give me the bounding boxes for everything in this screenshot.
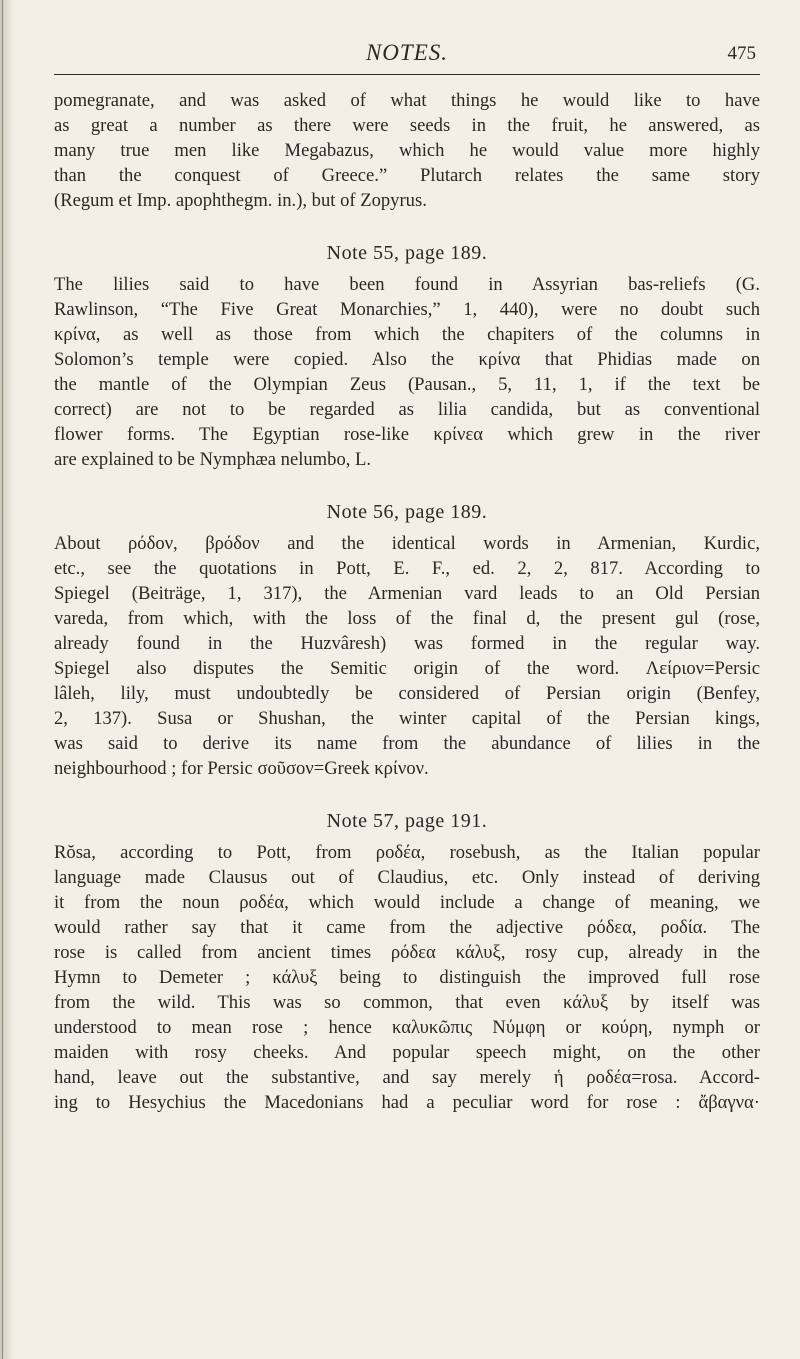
- text-line: understood to mean rose ; hence καλυκῶπις Νύμφη or κούρη, nymph or: [54, 1017, 760, 1038]
- text-line: 2, 137). Susa or Shushan, the winter capital of the Persian kings,: [54, 708, 760, 729]
- page-number: 475: [727, 43, 756, 64]
- text-line: Hymn to Demeter ; κάλυξ being to distinguish the improved full rose: [54, 967, 760, 988]
- note-57: [54, 809, 760, 1115]
- text-line: it from the noun ροδέα, which would include a change of meaning, we: [54, 892, 760, 913]
- running-title: NOTES.: [365, 40, 449, 65]
- note-55: [54, 241, 760, 472]
- text-line: vareda, from which, with the loss of the final d, the present gul (rose,: [54, 608, 760, 629]
- note-heading: Note 55, page 189.: [326, 242, 488, 264]
- text-line: The lilies said to have been found in Assyrian bas-reliefs (G.: [54, 274, 760, 295]
- text-line: are explained to be Nymphæa nelumbo, L.: [54, 449, 372, 470]
- text-line: many true men like Megabazus, which he would value more highly: [54, 140, 760, 161]
- text-line: was said to derive its name from the abundance of lilies in the: [54, 733, 760, 754]
- note-56: [54, 500, 760, 781]
- text-line: would rather say that it came from the adjective ρόδεα, ροδία. The: [54, 917, 760, 938]
- text-line: neighbourhood ; for Persic σοῦσον=Greek κρίνον.: [54, 758, 429, 779]
- text-line: lâleh, lily, must undoubtedly be considered of Persian origin (Benfey,: [54, 683, 760, 704]
- intro-paragraph: [54, 88, 760, 213]
- text-line: the mantle of the Olympian Zeus (Pausan., 5, 11, 1, if the text be: [54, 374, 760, 395]
- text-line: already found in the Huzvâresh) was formed in the regular way.: [54, 633, 760, 654]
- text-line: than the conquest of Greece.” Plutarch relates the same story: [54, 165, 760, 186]
- text-line: Rŏsa, according to Pott, from ροδέα, rosebush, as the Italian popular: [54, 842, 760, 863]
- text-line: ing to Hesychius the Macedonians had a peculiar word for rose : ἄβαγνα·: [54, 1092, 760, 1113]
- page-header: [54, 40, 760, 76]
- page-body: [54, 88, 760, 1115]
- text-line: pomegranate, and was asked of what things he would like to have: [54, 90, 760, 111]
- text-line: Spiegel also disputes the Semitic origin of the word. Λείριον=Persic: [54, 658, 760, 679]
- text-line: hand, leave out the substantive, and say merely ἡ ροδέα=rosa. Accord-: [54, 1067, 760, 1088]
- text-line: Rawlinson, “The Five Great Monarchies,” 1, 440), were no doubt such: [54, 299, 760, 320]
- text-line: as great a number as there were seeds in the fruit, he answered, as: [54, 115, 760, 136]
- header-rule: [54, 74, 760, 75]
- note-heading: Note 57, page 191.: [326, 810, 488, 832]
- note-heading: Note 56, page 189.: [326, 501, 488, 523]
- page-binding-edge: [0, 0, 14, 1359]
- text-line: Spiegel (Beiträge, 1, 317), the Armenian vard leads to an Old Persian: [54, 583, 760, 604]
- text-line: etc., see the quotations in Pott, E. F., ed. 2, 2, 817. According to: [54, 558, 760, 579]
- text-line: κρίνα, as well as those from which the chapiters of the columns in: [54, 324, 760, 345]
- text-line: rose is called from ancient times ρόδεα κάλυξ, rosy cup, already in the: [54, 942, 760, 963]
- text-line: Solomon’s temple were copied. Also the κρίνα that Phidias made on: [54, 349, 760, 370]
- text-line: flower forms. The Egyptian rose-like κρίνεα which grew in the river: [54, 424, 760, 445]
- text-line: About ρόδον, βρόδον and the identical words in Armenian, Kurdic,: [54, 533, 760, 554]
- text-line: correct) are not to be regarded as lilia candida, but as conventional: [54, 399, 760, 420]
- text-line: (Regum et Imp. apophthegm. in.), but of Zopyrus.: [54, 190, 427, 211]
- text-line: from the wild. This was so common, that even κάλυξ by itself was: [54, 992, 760, 1013]
- text-line: language made Clausus out of Claudius, etc. Only instead of deriving: [54, 867, 760, 888]
- text-line: maiden with rosy cheeks. And popular speech might, on the other: [54, 1042, 760, 1063]
